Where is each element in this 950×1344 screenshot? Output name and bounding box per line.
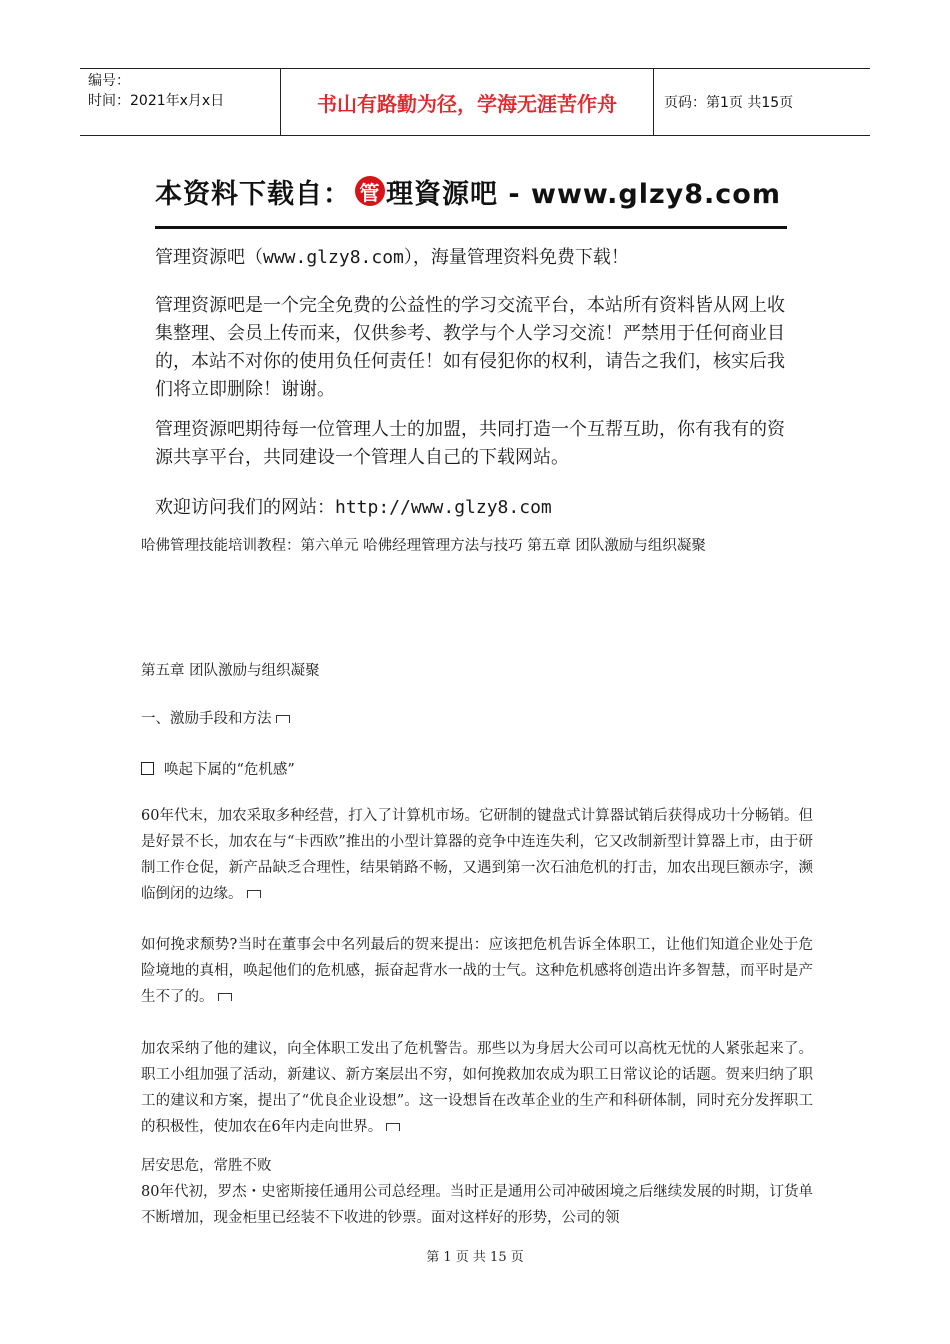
paragraph-2 bbox=[141, 932, 813, 1010]
header-info bbox=[80, 69, 280, 135]
header-page-code: 页码：第1页 共15页 bbox=[664, 95, 794, 111]
paragraph-1 bbox=[141, 803, 813, 907]
header-motto: 书山有路勤为径，学海无涯苦作舟 bbox=[280, 69, 654, 135]
banner-para3: 管理资源吧期待每一位管理人士的加盟，共同打造一个互帮互助，你有我有的资源共享平台，共同建设一个管理人自己的下载网站。 bbox=[155, 419, 785, 468]
paragraph-mark-icon bbox=[247, 890, 261, 898]
banner-line1: 管理资源吧（www.glzy8.com），海量管理资料免费下载！ bbox=[155, 247, 629, 268]
sub-heading: 居安思危，常胜不败 bbox=[141, 1158, 272, 1174]
section-heading-text: 一、激励手段和方法 bbox=[141, 711, 272, 727]
paragraph-4 bbox=[141, 1179, 813, 1231]
banner-para2: 管理资源吧是一个完全免费的公益性的学习交流平台，本站所有资料皆从网上收集整理、会员上传而来，仅供参考、教学与个人学习交流！严禁用于任何商业目的，本站不对你的使用负任何责任！如有侵犯你的权利，请告之我们，核实后我们将立即删除！谢谢。 bbox=[155, 295, 785, 400]
paragraph-3-text: 加农采纳了他的建议，向全体职工发出了危机警告。那些以为身居大公司可以高枕无忧的人紧张起来了。职工小组加强了活动，新建议、新方案层出不穷，如何挽救加农成为职工日常议论的话题。贺来归纳了职工的建议和方案，提出了“优良企业设想”。这一设想旨在改革企业的生产和科研体制，同时充分发挥职工的积极性，使加农在6年内走向世界。 bbox=[141, 1041, 813, 1135]
download-banner bbox=[155, 168, 795, 518]
banner-title-prefix: 本资料下载自： bbox=[155, 178, 351, 210]
page-footer: 第 1 页 共 15 页 bbox=[426, 1250, 524, 1265]
paragraph-2-text: 如何挽求颓势?当时在董事会中名列最后的贺来提出：应该把危机告诉全体职工，让他们知道企业处于危险境地的真相，唤起他们的危机感，振奋起背水一战的士气。这种危机感将创造出许多智慧，而平时是产生不了的。 bbox=[141, 937, 813, 1005]
number-label: 编号： bbox=[88, 73, 130, 89]
list-item bbox=[141, 757, 813, 783]
checkbox-icon bbox=[141, 762, 154, 775]
paragraph-mark-icon bbox=[218, 993, 232, 1001]
list-item-text: 唤起下属的“危机感” bbox=[164, 762, 295, 778]
paragraph-mark-icon bbox=[386, 1123, 400, 1131]
paragraph-3 bbox=[141, 1036, 813, 1140]
section-heading bbox=[141, 706, 813, 732]
course-title: 哈佛管理技能培训教程：第六单元 哈佛经理管理方法与技巧 第五章 团队激励与组织凝聚 bbox=[141, 538, 706, 554]
banner-divider bbox=[155, 226, 787, 229]
logo-icon: 管 bbox=[355, 176, 385, 206]
banner-welcome: 欢迎访问我们的网站：http://www.glzy8.com bbox=[155, 497, 552, 518]
paragraph-mark-icon bbox=[276, 715, 290, 723]
banner-title-suffix: 理資源吧 - www.glzy8.com bbox=[386, 178, 781, 210]
paragraph-1-text: 60年代末，加农采取多种经营，打入了计算机市场。它研制的键盘式计算器试销后获得成功十分畅销。但是好景不长，加农在与“卡西欧”推出的小型计算器的竞争中连连失利，它又改制新型计算器上市，由于研制工作仓促，新产品缺乏合理性，结果销路不畅，又遇到第一次石油危机的打击，加农出现巨额赤字，濒临倒闭的边缘。 bbox=[141, 808, 813, 902]
time-label: 时间：2021年x月x日 bbox=[88, 93, 225, 109]
chapter-title: 第五章 团队激励与组织凝聚 bbox=[141, 663, 320, 679]
paragraph-4-text: 80年代初，罗杰・史密斯接任通用公司总经理。当时正是通用公司冲破困境之后继续发展的时期，订货单不断增加，现金柜里已经装不下收进的钞票。面对这样好的形势，公司的领 bbox=[141, 1184, 813, 1226]
header-table bbox=[80, 68, 870, 136]
banner-title bbox=[155, 168, 795, 214]
